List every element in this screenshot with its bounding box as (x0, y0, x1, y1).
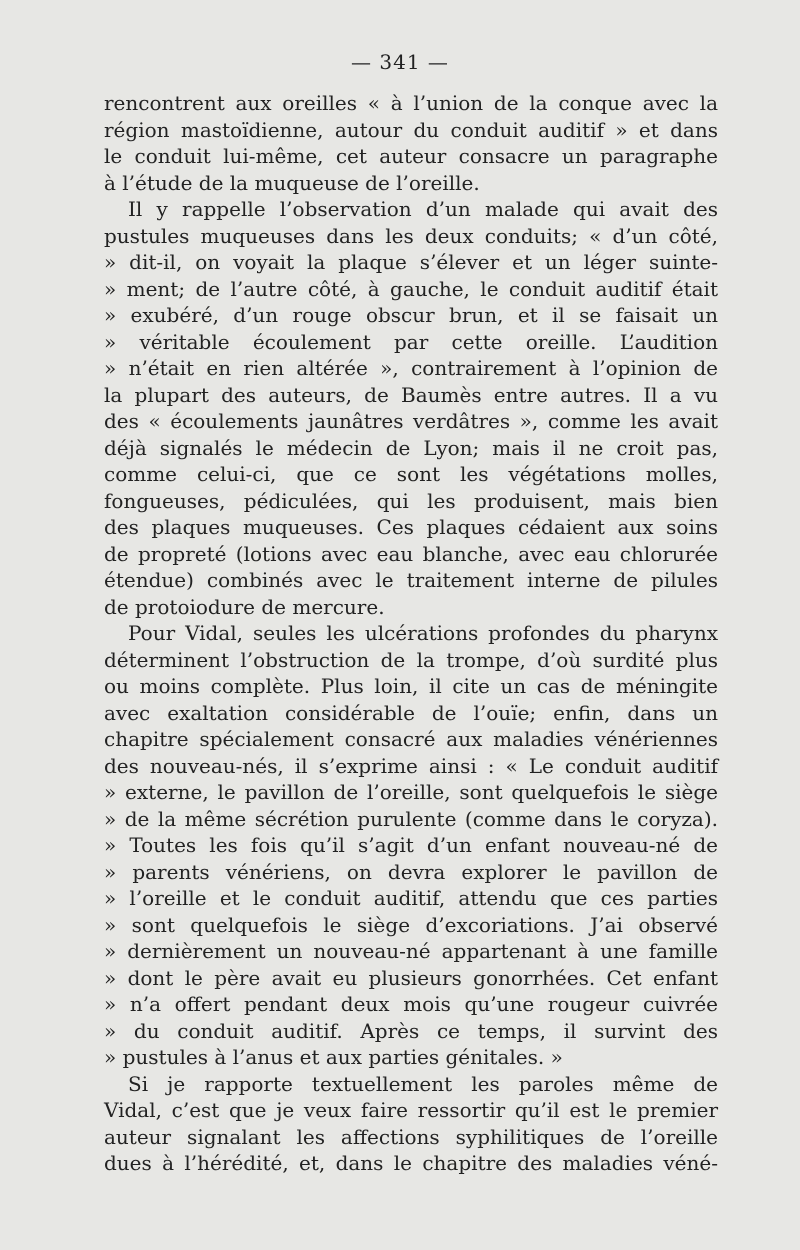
text-line: région mastoïdienne, autour du conduit auditif » et dans (104, 117, 718, 142)
text-line: pustules muqueuses dans les deux conduits; « d’un côté, (104, 223, 718, 248)
text-line: » ment; de l’autre côté, à gauche, le conduit auditif était (104, 276, 718, 301)
text-line: le conduit lui-même, cet auteur consacre un paragraphe (104, 144, 718, 168)
text-line: de propreté (lotions avec eau blanche, avec eau chlorurée (104, 541, 718, 566)
text-line: avec exaltation considérable de l’ouïe; enfin, dans un (104, 700, 718, 725)
text-line: déjà signalés le médecin de Lyon; mais il ne croit pas, (104, 435, 718, 460)
text-line: » véritable écoulement par cette oreille. L’audition (104, 329, 718, 354)
body-text (104, 90, 718, 1177)
text-line: » exubéré, d’un rouge obscur brun, et il se faisait un (104, 303, 718, 327)
text-line: Vidal, c’est que je veux faire ressortir qu’il est le premier (104, 1098, 718, 1122)
text-line: Pour Vidal, seules les ulcérations profondes du pharynx (128, 621, 718, 645)
text-line: Il y rappelle l’observation d’un malade qui avait des (128, 197, 718, 221)
text-line: des « écoulements jaunâtres verdâtres », comme les avait (104, 409, 718, 433)
text-line: » du conduit auditif. Après ce temps, il survint des (104, 1018, 718, 1043)
text-line: des nouveau-nés, il s’exprime ainsi : « Le conduit auditif (104, 753, 718, 778)
text-line: » de la même sécrétion purulente (comme dans le coryza). (104, 806, 718, 831)
text-line: » dont le père avait eu plusieurs gonorrhées. Cet enfant (104, 965, 718, 990)
text-line: comme celui-ci, que ce sont les végétations molles, (104, 462, 718, 486)
text-line: rencontrent aux oreilles « à l’union de la conque avec la (104, 91, 718, 115)
text-line: » pustules à l’anus et aux parties génitales. » (104, 1045, 563, 1069)
text-line: » dernièrement un nouveau-né appartenant à une famille (104, 939, 718, 963)
text-line: » n’était en rien altérée », contrairement à l’opinion de (104, 356, 718, 380)
page-number: — 341 — (351, 50, 449, 74)
text-line: » Toutes les fois qu’il s’agit d’un enfant nouveau-né de (104, 833, 718, 857)
text-line: la plupart des auteurs, de Baumès entre autres. Il a vu (104, 382, 718, 407)
text-line: » dit-il, on voyait la plaque s’élever et un léger suinte- (104, 250, 718, 274)
text-line: » parents vénériens, on devra explorer le pavillon de (104, 859, 718, 884)
text-line: étendue) combinés avec le traitement interne de pilules (104, 568, 718, 592)
text-line: à l’étude de la muqueuse de l’oreille. (104, 170, 480, 195)
text-line: ou moins complète. Plus loin, il cite un cas de méningite (104, 674, 718, 698)
text-line: » externe, le pavillon de l’oreille, sont quelquefois le siège (104, 780, 718, 804)
text-line: » n’a offert pendant deux mois qu’une rougeur cuivrée (104, 992, 718, 1016)
text-line: de protoiodure de mercure. (104, 594, 385, 619)
text-line: Si je rapporte textuellement les paroles même de (128, 1071, 718, 1096)
text-line: auteur signalant les affections syphilitiques de l’oreille (104, 1124, 718, 1149)
text-line: des plaques muqueuses. Ces plaques cédaient aux soins (104, 515, 718, 539)
text-line: » sont quelquefois le siège d’excoriations. J’ai observé (104, 912, 718, 937)
text-line: fongueuses, pédiculées, qui les produisent, mais bien (104, 488, 718, 513)
text-line: déterminent l’obstruction de la trompe, d’où surdité plus (104, 647, 718, 672)
text-line: chapitre spécialement consacré aux maladies vénériennes (104, 727, 718, 751)
text-line: dues à l’hérédité, et, dans le chapitre des maladies véné- (104, 1151, 718, 1175)
text-line: » l’oreille et le conduit auditif, attendu que ces parties (104, 886, 718, 910)
